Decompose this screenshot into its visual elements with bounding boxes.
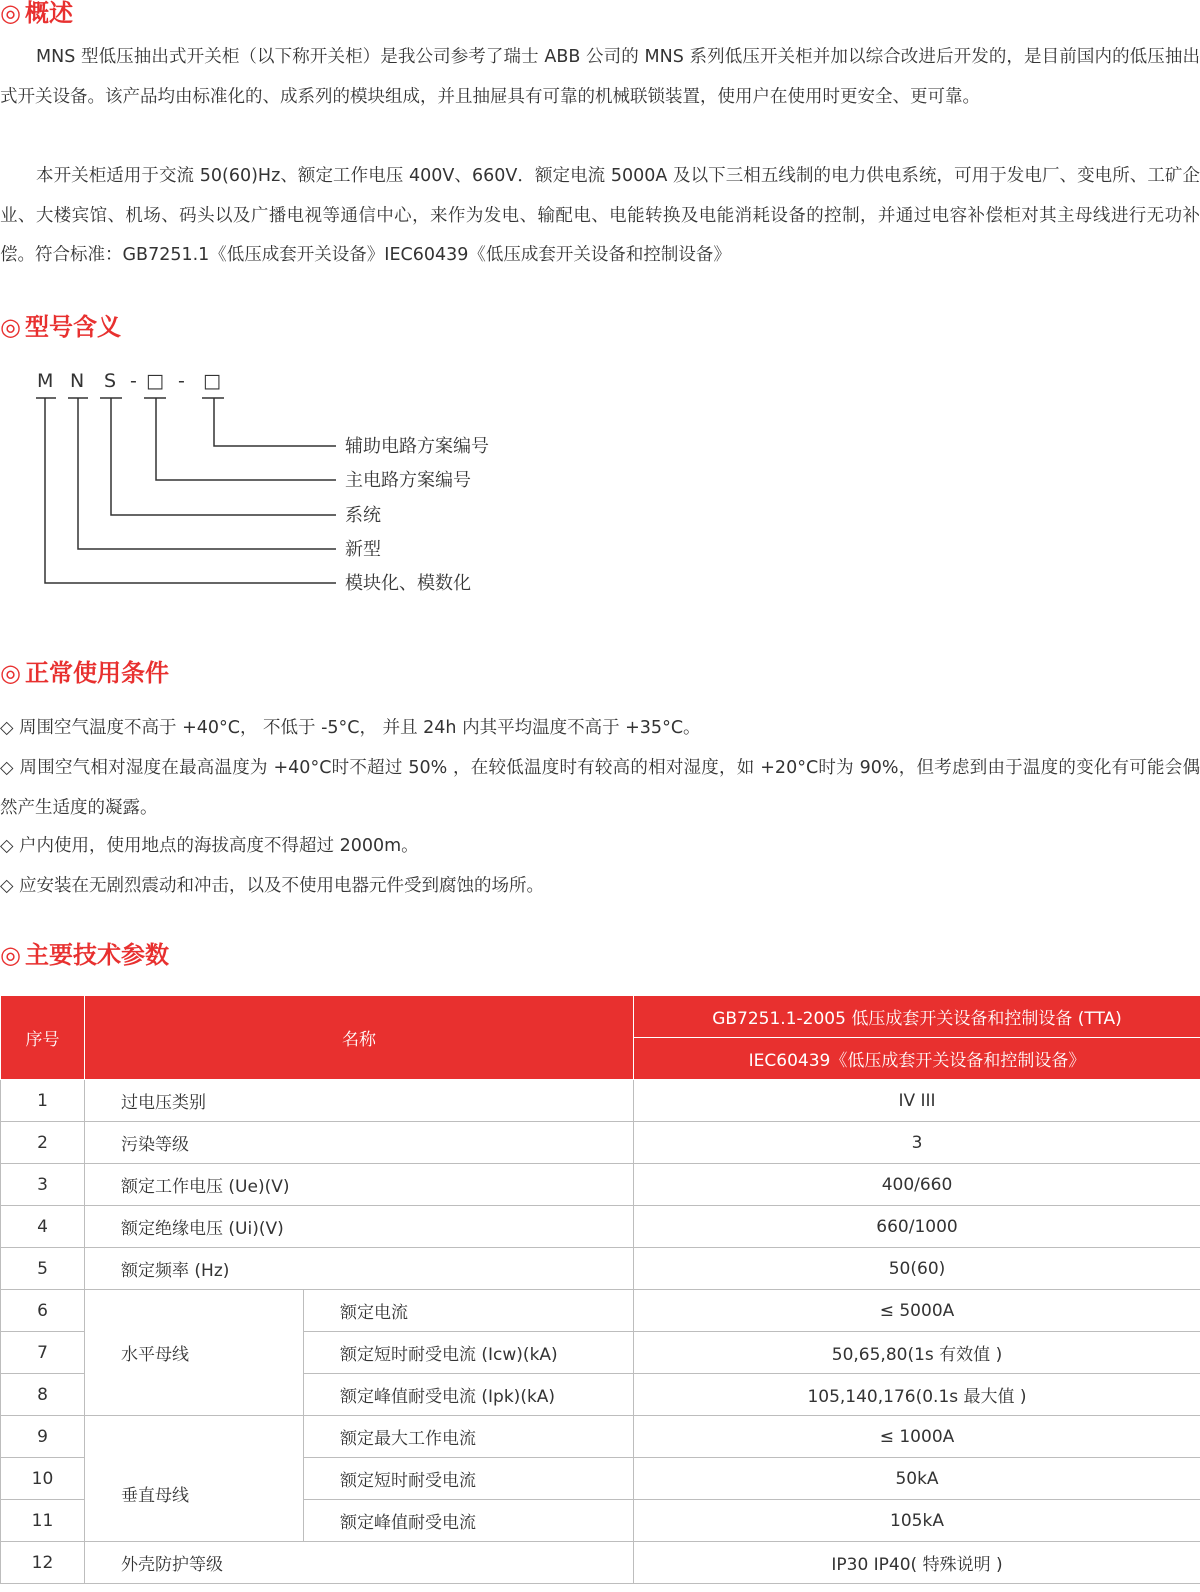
row-subname: 额定峰值耐受电流	[304, 1500, 634, 1542]
row-subname: 额定最大工作电流	[304, 1416, 634, 1458]
header-standard-gb: GB7251.1-2005 低压成套开关设备和控制设备 (TTA)	[634, 996, 1200, 1038]
condition-item: ◇ 应安装在无剧烈震动和冲击，以及不使用电器元件受到腐蚀的场所。	[0, 876, 545, 896]
row-num: 9	[1, 1416, 85, 1458]
model-code-diagram	[0, 360, 560, 610]
code-letter-s: S	[104, 370, 117, 392]
row-subname: 额定短时耐受电流	[304, 1458, 634, 1500]
label-new-type: 新型	[345, 539, 381, 560]
row-num: 12	[1, 1542, 85, 1584]
group-name-vertical-busbar: 垂直母线	[85, 1416, 304, 1542]
overview-paragraph-1: MNS 型低压抽出式开关柜（以下称开关柜）是我公司参考了瑞士 ABB 公司的 MNS 系列低压开关柜并加以综合改进后开发的，是目前国内的低压抽出式开关设备。该产品均由标准化的、成系列的模块组成，并且抽屉具有可靠的机械联锁装置，使用户在使用时更安全、更可靠。	[0, 47, 1200, 107]
table-row	[1, 1206, 1200, 1248]
table-row	[1, 1248, 1200, 1290]
row-value: 105kA	[634, 1500, 1200, 1542]
row-value: 50(60)	[634, 1248, 1200, 1290]
row-value: ≤ 5000A	[634, 1290, 1200, 1332]
row-num: 5	[1, 1248, 85, 1290]
section-title-params	[0, 938, 169, 972]
row-name: 污染等级	[85, 1122, 634, 1164]
table-row	[1, 1416, 1200, 1458]
label-system: 系统	[345, 505, 381, 526]
row-num: 6	[1, 1290, 85, 1332]
overview-paragraph-2: 本开关柜适用于交流 50(60)Hz、额定工作电压 400V、660V．额定电流 5000A 及以下三相五线制的电力供电系统，可用于发电厂、变电所、工矿企业、大楼宾馆、机场、码头以及广播电视等通信中心，来作为发电、输配电、电能转换及电能消耗设备的控制，并通过电容补偿柜对其主母线进行无功补偿。符合标准：GB7251.1《低压成套开关设备》IEC60439《低压成套开关设备和控制设备》	[0, 166, 1200, 265]
row-value: 50kA	[634, 1458, 1200, 1500]
code-letter-m: M	[37, 370, 54, 392]
tech-params-table	[0, 995, 1200, 1584]
condition-item: ◇ 周围空气温度不高于 +40°C， 不低于 -5°C， 并且 24h 内其平均温度不高于 +35°C。	[0, 718, 701, 738]
row-num: 8	[1, 1374, 85, 1416]
circle-mark-icon: ◎	[0, 0, 21, 27]
section-title-text: 正常使用条件	[24, 659, 169, 687]
row-value: 660/1000	[634, 1206, 1200, 1248]
row-num: 2	[1, 1122, 85, 1164]
circle-mark-icon: ◎	[0, 659, 21, 687]
section-title-text: 主要技术参数	[24, 941, 169, 969]
row-num: 11	[1, 1500, 85, 1542]
section-title-overview	[0, 0, 73, 30]
row-name: 过电压类别	[85, 1080, 634, 1122]
condition-item: ◇ 周围空气相对湿度在最高温度为 +40°C时不超过 50% ，在较低温度时有较高的相对湿度，如 +20°C时为 90%，但考虑到由于温度的变化有可能会偶然产生适度的凝露。	[0, 758, 1200, 818]
row-subname: 额定峰值耐受电流 (Ipk)(kA)	[304, 1374, 634, 1416]
header-num: 序号	[1, 996, 85, 1080]
row-name: 额定绝缘电压 (Ui)(V)	[85, 1206, 634, 1248]
row-num: 10	[1, 1458, 85, 1500]
table-row	[1, 1290, 1200, 1332]
label-modular: 模块化、模数化	[345, 573, 471, 594]
row-value: IP30 IP40( 特殊说明 )	[634, 1542, 1200, 1584]
label-main-circuit: 主电路方案编号	[345, 470, 471, 491]
row-value: IV III	[634, 1080, 1200, 1122]
table-row	[1, 1542, 1200, 1584]
section-title-text: 概述	[24, 0, 73, 27]
row-subname: 额定短时耐受电流 (Icw)(kA)	[304, 1332, 634, 1374]
row-value: 3	[634, 1122, 1200, 1164]
section-title-text: 型号含义	[24, 313, 121, 341]
code-letter-n: N	[70, 370, 85, 392]
row-value: 400/660	[634, 1164, 1200, 1206]
table-row	[1, 1122, 1200, 1164]
code-dash-1: -	[130, 370, 137, 392]
connector-lines	[36, 398, 336, 583]
row-num: 3	[1, 1164, 85, 1206]
code-box-aux: □	[203, 370, 221, 392]
row-name: 外壳防护等级	[85, 1542, 634, 1584]
group-name-horizontal-busbar: 水平母线	[85, 1290, 304, 1416]
circle-mark-icon: ◎	[0, 313, 21, 341]
code-box-main: □	[146, 370, 164, 392]
row-value: 105,140,176(0.1s 最大值 )	[634, 1374, 1200, 1416]
section-title-model	[0, 310, 121, 344]
table-row	[1, 1164, 1200, 1206]
row-subname: 额定电流	[304, 1290, 634, 1332]
code-dash-2: -	[178, 370, 185, 392]
row-name: 额定工作电压 (Ue)(V)	[85, 1164, 634, 1206]
row-num: 7	[1, 1332, 85, 1374]
row-value: 50,65,80(1s 有效值 )	[634, 1332, 1200, 1374]
row-name: 额定频率 (Hz)	[85, 1248, 634, 1290]
circle-mark-icon: ◎	[0, 941, 21, 969]
header-name: 名称	[85, 996, 634, 1080]
row-num: 1	[1, 1080, 85, 1122]
table-row	[1, 1080, 1200, 1122]
condition-item: ◇ 户内使用，使用地点的海拔高度不得超过 2000m。	[0, 836, 419, 856]
section-title-conditions	[0, 656, 169, 690]
row-num: 4	[1, 1206, 85, 1248]
header-standard-iec: IEC60439《低压成套开关设备和控制设备》	[634, 1038, 1200, 1080]
row-value: ≤ 1000A	[634, 1416, 1200, 1458]
label-aux-circuit: 辅助电路方案编号	[345, 436, 489, 457]
